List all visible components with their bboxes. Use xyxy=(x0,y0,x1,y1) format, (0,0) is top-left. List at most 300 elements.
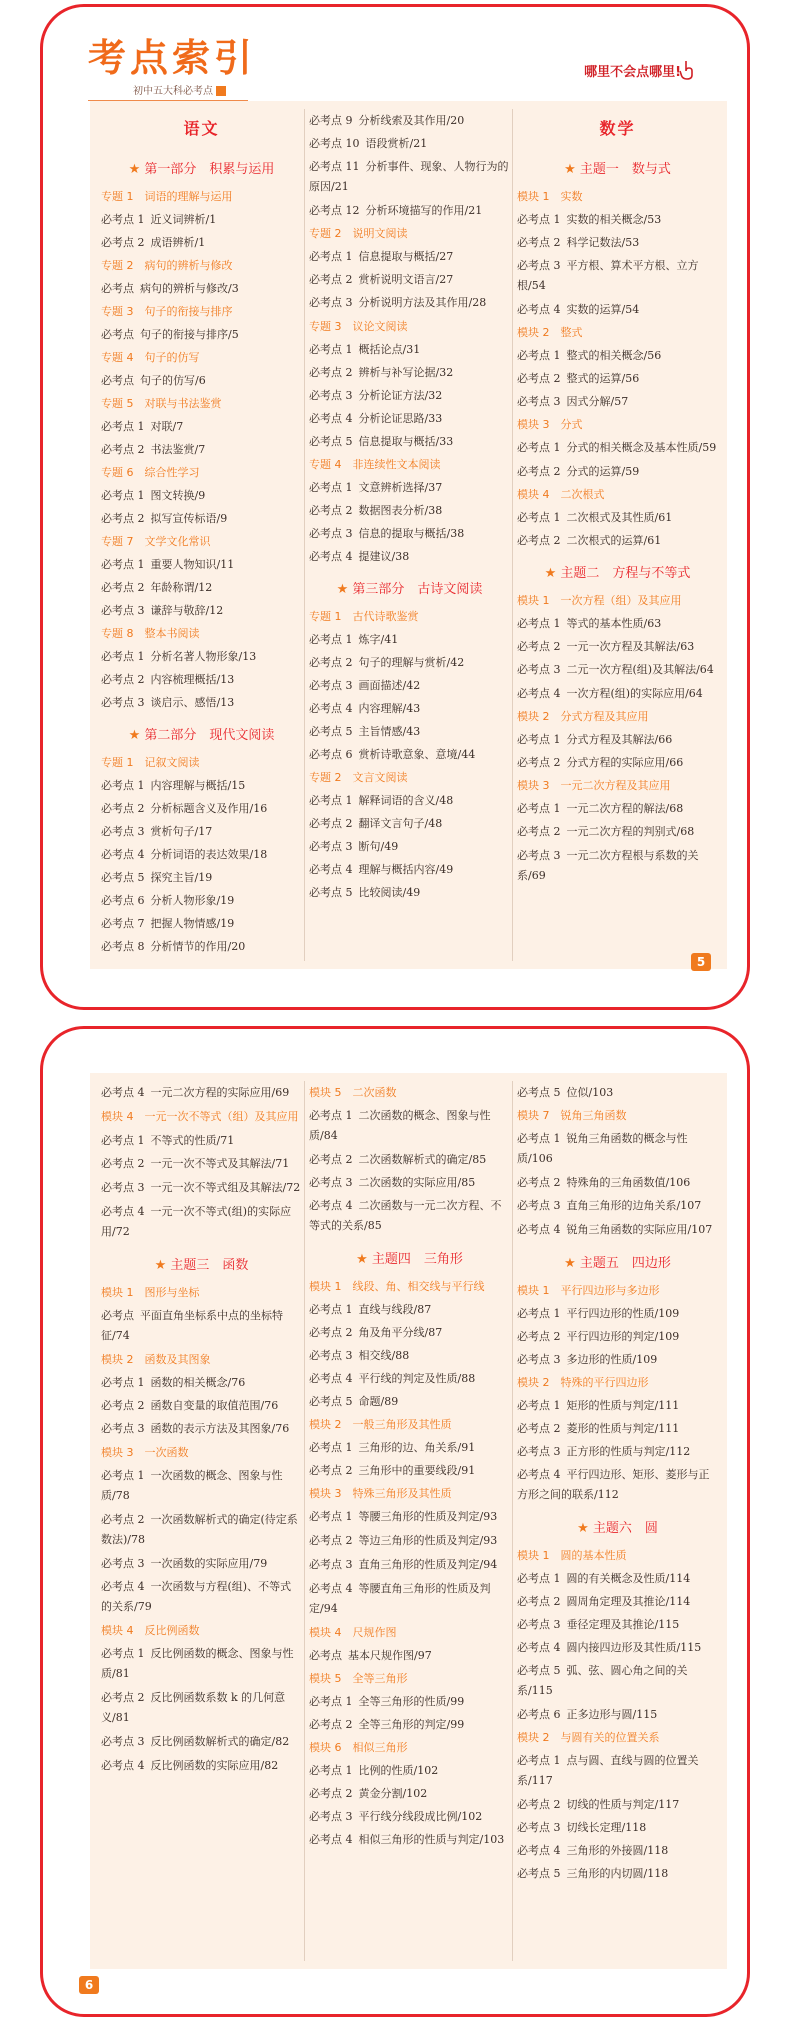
entry-text: 平面直角坐标系中点的坐标特征/74 xyxy=(101,1309,283,1342)
section-heading-text: 主题五 四边形 xyxy=(579,1256,671,1271)
column-divider xyxy=(512,1081,513,1961)
entry-text: 平行四边形、矩形、菱形与正方形之间的联系/112 xyxy=(517,1468,710,1501)
topic-heading: 模块 4 反比例函数 xyxy=(101,1624,200,1637)
entry-text: 整式的运算/56 xyxy=(566,372,640,385)
entry-text: 圆的有关概念及性质/114 xyxy=(566,1572,691,1585)
entry-text: 近义词辨析/1 xyxy=(150,213,217,226)
topic-heading: 模块 2 分式方程及其应用 xyxy=(517,710,649,723)
entry-text: 分析论证思路/33 xyxy=(358,412,443,425)
entry-key: 必考点 2 xyxy=(101,236,145,249)
index-entry xyxy=(101,1552,302,1575)
entry-key: 必考点 2 xyxy=(517,1176,561,1189)
index-entry xyxy=(517,1348,718,1371)
entry-key: 必考点 4 xyxy=(101,1205,145,1218)
entry-text: 分析环境描写的作用/21 xyxy=(365,204,483,217)
page-subtitle xyxy=(133,82,226,97)
entry-key: 必考点 4 xyxy=(101,848,145,861)
entry-key: 必考点 2 xyxy=(309,656,353,669)
section-heading-text: 第三部分 古诗文阅读 xyxy=(352,582,483,597)
topic-heading: 模块 3 特殊三角形及其性质 xyxy=(309,1487,452,1500)
entry-key: 必考点 3 xyxy=(101,1557,145,1570)
entry-key: 必考点 1 xyxy=(517,511,561,524)
index-panel xyxy=(90,1073,727,1969)
entry-text: 辨析与补写论据/32 xyxy=(358,366,454,379)
index-entry xyxy=(101,1642,302,1686)
entry-key: 必考点 4 xyxy=(517,1468,561,1481)
entry-key: 必考点 2 xyxy=(517,1595,561,1608)
entry-text: 解释词语的含义/48 xyxy=(358,794,454,807)
entry-key: 必考点 2 xyxy=(517,1330,561,1343)
entry-key: 必考点 1 xyxy=(101,1134,145,1147)
index-entry xyxy=(101,889,302,912)
entry-text: 分析标题含义及作用/16 xyxy=(150,802,268,815)
entry-key: 必考点 1 xyxy=(101,1469,145,1482)
topic-heading: 专题 1 记叙文阅读 xyxy=(101,756,200,769)
entry-key: 必考点 1 xyxy=(101,489,145,502)
section-heading-text: 第一部分 积累与运用 xyxy=(144,162,275,177)
entry-key: 必考点 3 xyxy=(101,604,145,617)
entry-key: 必考点 2 xyxy=(309,1787,353,1800)
section-heading-text: 主题三 函数 xyxy=(170,1258,249,1273)
entry-text: 反比例函数解析式的确定/82 xyxy=(150,1735,290,1748)
entry-text: 分式方程的实际应用/66 xyxy=(566,756,684,769)
index-entry xyxy=(101,599,302,622)
entry-text: 炼字/41 xyxy=(358,633,399,646)
entry-text: 多边形的性质/109 xyxy=(566,1353,658,1366)
entry-key: 必考点 4 xyxy=(309,863,353,876)
index-entry xyxy=(517,1440,718,1463)
entry-key: 必考点 2 xyxy=(309,1326,353,1339)
index-entry xyxy=(517,460,718,483)
index-entry xyxy=(101,866,302,889)
entry-key: 必考点 2 xyxy=(101,802,145,815)
subject-heading: 语文 xyxy=(183,119,220,138)
entry-text: 实数的相关概念/53 xyxy=(566,213,662,226)
entry-text: 点与圆、直线与圆的位置关系/117 xyxy=(517,1754,699,1787)
entry-key: 必考点 2 xyxy=(517,534,561,547)
star-icon: ★ xyxy=(577,1521,589,1536)
entry-text: 锐角三角函数的概念与性质/106 xyxy=(517,1132,688,1165)
index-entry xyxy=(517,682,718,705)
index-entry xyxy=(101,1417,302,1441)
index-entry xyxy=(309,1298,510,1321)
entry-key: 必考点 2 xyxy=(101,1513,145,1526)
entry-text: 平行线的判定及性质/88 xyxy=(358,1372,476,1385)
index-entry xyxy=(101,369,302,392)
topic-heading: 模块 2 整式 xyxy=(517,326,583,339)
index-panel xyxy=(90,101,727,969)
entry-text: 赏析诗歌意象、意境/44 xyxy=(358,748,476,761)
topic-heading: 模块 1 圆的基本性质 xyxy=(517,1549,627,1562)
topic-heading: 模块 6 相似三角形 xyxy=(309,1741,408,1754)
entry-text: 一元二次方程的判别式/68 xyxy=(566,825,695,838)
entry-key: 必考点 1 xyxy=(309,1441,353,1454)
topic-heading: 模块 5 全等三角形 xyxy=(309,1672,408,1685)
entry-key: 必考点 2 xyxy=(309,1718,353,1731)
index-entry xyxy=(309,1436,510,1459)
index-entry xyxy=(309,835,510,858)
topic-heading: 模块 5 二次函数 xyxy=(309,1086,397,1099)
column-divider xyxy=(304,109,305,961)
topic-heading: 模块 2 一般三角形及其性质 xyxy=(309,1418,452,1431)
entry-key: 必考点 3 xyxy=(517,663,561,676)
entry-text: 二次根式及其性质/61 xyxy=(566,511,673,524)
index-entry xyxy=(517,1218,718,1242)
index-entry xyxy=(517,506,718,529)
index-entry xyxy=(101,843,302,866)
entry-key: 必考点 2 xyxy=(101,443,145,456)
index-entry xyxy=(101,553,302,576)
entry-text: 特殊角的三角函数值/106 xyxy=(566,1176,691,1189)
entry-text: 分式的运算/59 xyxy=(566,465,640,478)
index-entry xyxy=(517,298,718,321)
index-entry xyxy=(309,199,510,222)
entry-text: 相似三角形的性质与判定/103 xyxy=(358,1833,505,1846)
entry-text: 理解与概括内容/49 xyxy=(358,863,454,876)
entry-text: 科学记数法/53 xyxy=(566,236,640,249)
entry-text: 三角形的外接圆/118 xyxy=(566,1844,669,1857)
section-heading xyxy=(309,1248,510,1267)
entry-text: 实数的运算/54 xyxy=(566,303,640,316)
topic-heading: 专题 4 非连续性文本阅读 xyxy=(309,458,441,471)
entry-text: 三角形的内切圆/118 xyxy=(566,1867,669,1880)
entry-text: 图文转换/9 xyxy=(150,489,206,502)
index-entry xyxy=(517,844,718,888)
star-icon: ★ xyxy=(128,728,141,743)
index-entry xyxy=(309,1104,510,1148)
index-entry xyxy=(309,338,510,361)
entry-text: 文意辨析选择/37 xyxy=(358,481,443,494)
index-entry xyxy=(309,1367,510,1390)
entry-text: 相交线/88 xyxy=(358,1349,410,1362)
index-entry xyxy=(309,1713,510,1736)
index-entry xyxy=(101,231,302,254)
entry-text: 谦辞与敬辞/12 xyxy=(150,604,224,617)
entry-key: 必考点 5 xyxy=(309,725,353,738)
index-entry xyxy=(517,254,718,298)
entry-key: 必考点 3 xyxy=(309,389,353,402)
entry-key: 必考点 4 xyxy=(101,1086,145,1099)
topic-heading: 专题 1 古代诗歌鉴赏 xyxy=(309,610,419,623)
entry-text: 一元二次方程的实际应用/69 xyxy=(150,1086,290,1099)
entry-text: 分析说明方法及其作用/28 xyxy=(358,296,487,309)
index-entry xyxy=(101,1754,302,1777)
section-heading xyxy=(309,578,510,597)
entry-text: 反比例函数的概念、图象与性质/81 xyxy=(101,1647,294,1680)
index-entry xyxy=(517,436,718,460)
index-entry xyxy=(101,1575,302,1619)
index-entry xyxy=(101,691,302,714)
index-entry xyxy=(517,344,718,367)
topic-heading: 模块 2 与圆有关的位置关系 xyxy=(517,1731,660,1744)
index-entry xyxy=(309,628,510,651)
entry-text: 数据图表分析/38 xyxy=(358,504,443,517)
entry-key: 必考点 1 xyxy=(517,1572,561,1585)
index-entry xyxy=(309,268,510,291)
index-entry xyxy=(101,668,302,691)
entry-text: 因式分解/57 xyxy=(566,395,629,408)
index-entry xyxy=(517,367,718,390)
topic-heading: 专题 5 对联与书法鉴赏 xyxy=(101,397,222,410)
entry-text: 命题/89 xyxy=(358,1395,399,1408)
entry-key: 必考点 1 xyxy=(309,1303,353,1316)
entry-key: 必考点 1 xyxy=(101,650,145,663)
entry-key: 必考点 xyxy=(101,282,134,295)
entry-text: 切线长定理/118 xyxy=(566,1821,647,1834)
index-entry xyxy=(517,1194,718,1218)
index-entry xyxy=(517,1325,718,1348)
index-entry xyxy=(309,789,510,812)
entry-key: 必考点 1 xyxy=(309,481,353,494)
index-entry xyxy=(309,1577,510,1621)
entry-key: 必考点 2 xyxy=(309,817,353,830)
entry-text: 直角三角形的边角关系/107 xyxy=(566,1199,702,1212)
index-entry xyxy=(309,155,510,199)
entry-text: 一次函数解析式的确定(待定系数法)/78 xyxy=(101,1513,298,1546)
entry-key: 必考点 1 xyxy=(309,794,353,807)
page-number: 5 xyxy=(691,953,711,971)
entry-text: 黄金分割/102 xyxy=(358,1787,428,1800)
index-entry xyxy=(101,277,302,300)
index-column xyxy=(517,1073,718,1969)
entry-key: 必考点 3 xyxy=(309,1176,353,1189)
index-entry xyxy=(309,1828,510,1852)
entry-text: 二次函数的概念、图象与性质/84 xyxy=(309,1109,491,1142)
entry-key: 必考点 3 xyxy=(309,527,353,540)
index-entry xyxy=(517,820,718,844)
index-entry xyxy=(309,1459,510,1482)
index-entry xyxy=(517,612,718,635)
topic-heading: 模块 1 实数 xyxy=(517,190,583,203)
index-entry xyxy=(101,1200,302,1244)
entry-key: 必考点 1 xyxy=(101,558,145,571)
slogan: 哪里不会点哪里! xyxy=(584,65,681,80)
entry-key: 必考点 1 xyxy=(517,617,561,630)
entry-text: 全等三角形的判定/99 xyxy=(358,1718,465,1731)
entry-text: 角及角平分线/87 xyxy=(358,1326,443,1339)
entry-text: 圆周角定理及其推论/114 xyxy=(566,1595,691,1608)
entry-key: 必考点 3 xyxy=(309,1349,353,1362)
entry-text: 分析词语的表达效果/18 xyxy=(150,848,268,861)
section-heading-text: 主题一 数与式 xyxy=(579,162,671,177)
entry-key: 必考点 3 xyxy=(101,696,145,709)
entry-text: 切线的性质与判定/117 xyxy=(566,1798,680,1811)
index-entry xyxy=(517,1636,718,1659)
index-entry xyxy=(309,743,510,766)
entry-key: 必考点 4 xyxy=(517,1641,561,1654)
index-entry xyxy=(309,522,510,545)
entry-key: 必考点 2 xyxy=(309,1153,353,1166)
entry-key: 必考点 3 xyxy=(517,259,561,272)
star-icon: ★ xyxy=(128,162,141,177)
entry-text: 等式的基本性质/63 xyxy=(566,617,662,630)
entry-text: 探究主旨/19 xyxy=(150,871,213,884)
entry-key: 必考点 1 xyxy=(309,1764,353,1777)
entry-key: 必考点 1 xyxy=(309,1109,353,1122)
index-entry xyxy=(309,132,510,155)
topic-heading: 模块 4 一元一次不等式（组）及其应用 xyxy=(101,1110,299,1123)
entry-key: 必考点 5 xyxy=(309,1395,353,1408)
entry-key: 必考点 2 xyxy=(101,1691,145,1704)
entry-key: 必考点 1 xyxy=(517,1307,561,1320)
entry-text: 平行四边形的判定/109 xyxy=(566,1330,680,1343)
entry-key: 必考点 2 xyxy=(101,1399,145,1412)
entry-key: 必考点 6 xyxy=(517,1708,561,1721)
index-entry xyxy=(101,1304,302,1348)
entry-text: 不等式的性质/71 xyxy=(150,1134,235,1147)
entry-text: 平行线分线段成比例/102 xyxy=(358,1810,483,1823)
entry-key: 必考点 1 xyxy=(517,1399,561,1412)
index-entry xyxy=(101,1464,302,1508)
entry-key: 必考点 2 xyxy=(517,640,561,653)
page-title: 考点索引 xyxy=(88,36,257,80)
entry-text: 菱形的性质与判定/111 xyxy=(566,1422,680,1435)
subtitle-text: 初中五大科必考点 xyxy=(133,86,213,97)
entry-key: 必考点 2 xyxy=(517,1422,561,1435)
topic-heading: 专题 4 句子的仿写 xyxy=(101,351,200,364)
entry-text: 提建议/38 xyxy=(358,550,410,563)
index-entry xyxy=(101,912,302,935)
index-entry xyxy=(517,1793,718,1816)
entry-text: 分析论证方法/32 xyxy=(358,389,443,402)
index-entry xyxy=(101,935,302,958)
entry-key: 必考点 4 xyxy=(517,1223,561,1236)
topic-heading: 专题 3 议论文阅读 xyxy=(309,320,408,333)
entry-key: 必考点 1 xyxy=(309,343,353,356)
entry-text: 概括论点/31 xyxy=(358,343,421,356)
section-heading-text: 第二部分 现代文阅读 xyxy=(144,728,275,743)
index-entry xyxy=(309,1690,510,1713)
index-entry xyxy=(101,1394,302,1417)
index-column xyxy=(517,101,718,969)
index-page-6 xyxy=(40,1026,750,2017)
entry-text: 二次函数的实际应用/85 xyxy=(358,1176,476,1189)
entry-key: 必考点 2 xyxy=(309,273,353,286)
entry-text: 等腰直角三角形的性质及判定/94 xyxy=(309,1582,491,1615)
index-entry xyxy=(101,323,302,346)
topic-heading: 模块 2 函数及其图象 xyxy=(101,1353,211,1366)
entry-key: 必考点 5 xyxy=(517,1086,561,1099)
index-entry xyxy=(517,1463,718,1507)
entry-text: 二元一次方程(组)及其解法/64 xyxy=(566,663,714,676)
entry-key: 必考点 1 xyxy=(309,633,353,646)
entry-key: 必考点 xyxy=(101,328,134,341)
topic-heading: 专题 2 说明文阅读 xyxy=(309,227,408,240)
entry-text: 三角形中的重要线段/91 xyxy=(358,1464,476,1477)
entry-text: 重要人物知识/11 xyxy=(150,558,235,571)
entry-text: 二次函数与一元二次方程、不等式的关系/85 xyxy=(309,1199,502,1232)
section-heading xyxy=(101,158,302,177)
index-column xyxy=(309,1073,510,1969)
index-entry xyxy=(309,697,510,720)
entry-key: 必考点 4 xyxy=(309,412,353,425)
entry-text: 直角三角形的性质及判定/94 xyxy=(358,1558,498,1571)
entry-key: 必考点 1 xyxy=(517,1132,561,1145)
entry-key: 必考点 2 xyxy=(517,756,561,769)
index-entry xyxy=(309,476,510,499)
entry-text: 一元一次不等式组及其解法/72 xyxy=(150,1181,301,1194)
entry-key: 必考点 1 xyxy=(517,802,561,815)
entry-key: 必考点 5 xyxy=(101,871,145,884)
topic-heading: 专题 2 病句的辨析与修改 xyxy=(101,259,233,272)
entry-key: 必考点 1 xyxy=(101,420,145,433)
index-entry xyxy=(517,1590,718,1613)
index-entry xyxy=(517,658,718,682)
entry-key: 必考点 1 xyxy=(517,733,561,746)
entry-text: 句子的理解与赏析/42 xyxy=(358,656,465,669)
index-entry xyxy=(101,1686,302,1730)
entry-text: 位似/103 xyxy=(566,1086,614,1099)
entry-key: 必考点 5 xyxy=(517,1664,561,1677)
entry-text: 函数的表示方法及其图象/76 xyxy=(150,1422,290,1435)
entry-text: 把握人物情感/19 xyxy=(150,917,235,930)
star-icon: ★ xyxy=(564,1256,576,1271)
entry-key: 必考点 7 xyxy=(101,917,145,930)
section-heading xyxy=(101,1254,302,1273)
section-heading-text: 主题二 方程与不等式 xyxy=(560,566,691,581)
pointing-hand-icon xyxy=(679,59,697,81)
entry-key: 必考点 4 xyxy=(309,1582,353,1595)
entry-text: 内容梳理概括/13 xyxy=(150,673,235,686)
entry-key: 必考点 xyxy=(309,1649,342,1662)
entry-key: 必考点 4 xyxy=(101,1759,145,1772)
section-heading-text: 主题四 三角形 xyxy=(371,1252,463,1267)
entry-key: 必考点 2 xyxy=(101,581,145,594)
column-divider xyxy=(512,109,513,961)
entry-key: 必考点 1 xyxy=(517,1754,561,1767)
entry-text: 主旨情感/43 xyxy=(358,725,421,738)
entry-key: 必考点 3 xyxy=(101,1181,145,1194)
entry-text: 弧、弦、圆心角之间的关系/115 xyxy=(517,1664,688,1697)
entry-key: 必考点 3 xyxy=(101,825,145,838)
index-entry xyxy=(517,1394,718,1417)
entry-text: 反比例函数系数 k 的几何意义/81 xyxy=(101,1691,286,1724)
index-entry xyxy=(309,1171,510,1194)
entry-key: 必考点 8 xyxy=(101,940,145,953)
entry-key: 必考点 4 xyxy=(309,702,353,715)
index-entry xyxy=(309,545,510,568)
index-entry xyxy=(517,1749,718,1793)
index-entry xyxy=(101,1176,302,1200)
entry-text: 年龄称谓/12 xyxy=(150,581,213,594)
entry-key: 必考点 2 xyxy=(101,1157,145,1170)
index-entry xyxy=(517,529,718,552)
entry-key: 必考点 5 xyxy=(309,886,353,899)
entry-text: 矩形的性质与判定/111 xyxy=(566,1399,680,1412)
topic-heading: 专题 7 文学文化常识 xyxy=(101,535,211,548)
index-entry xyxy=(517,1703,718,1726)
star-icon: ★ xyxy=(154,1258,167,1273)
entry-key: 必考点 10 xyxy=(309,137,360,150)
entry-text: 信息提取与概括/27 xyxy=(358,250,454,263)
entry-text: 病句的辨析与修改/3 xyxy=(140,282,239,295)
topic-heading: 模块 3 一元二次方程及其应用 xyxy=(517,779,671,792)
index-entry xyxy=(309,1553,510,1577)
entry-key: 必考点 1 xyxy=(101,1376,145,1389)
entry-text: 比例的性质/102 xyxy=(358,1764,439,1777)
topic-heading: 专题 2 文言文阅读 xyxy=(309,771,408,784)
topic-heading: 专题 8 整本书阅读 xyxy=(101,627,200,640)
entry-key: 必考点 2 xyxy=(517,465,561,478)
entry-key: 必考点 1 xyxy=(517,213,561,226)
index-column xyxy=(101,1073,302,1969)
topic-heading: 模块 1 图形与坐标 xyxy=(101,1286,200,1299)
index-entry xyxy=(309,1148,510,1171)
entry-key: 必考点 4 xyxy=(517,1844,561,1857)
index-entry xyxy=(101,415,302,438)
entry-text: 一元一次不等式及其解法/71 xyxy=(150,1157,290,1170)
entry-text: 函数的相关概念/76 xyxy=(150,1376,246,1389)
